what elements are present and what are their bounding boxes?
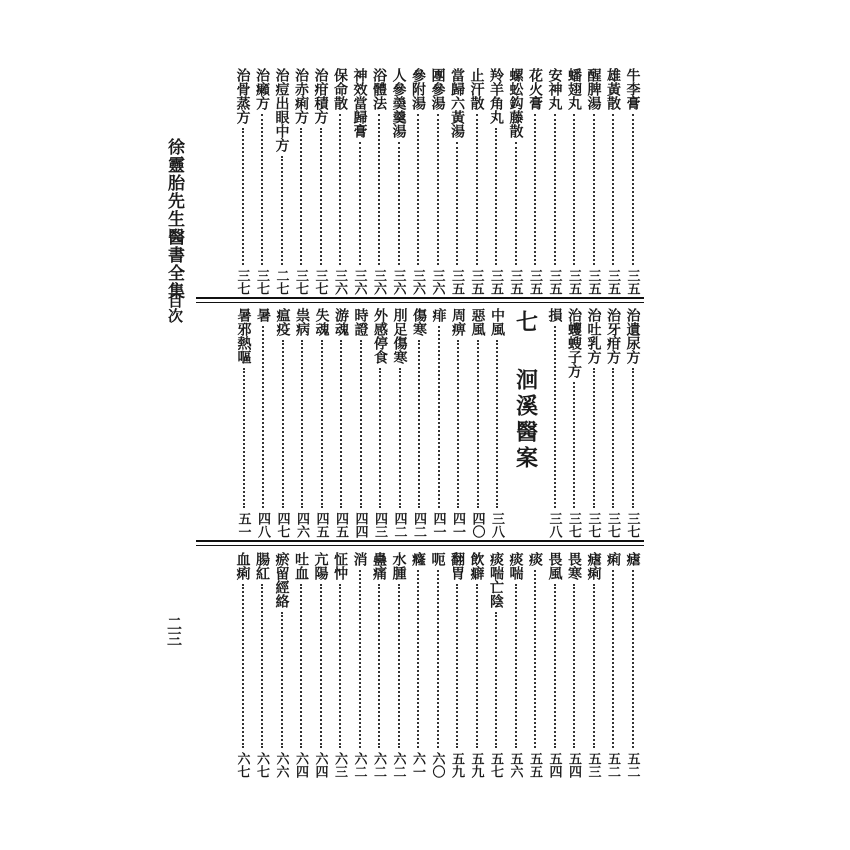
toc-entry-page: 四八	[255, 512, 270, 538]
leader-dots	[262, 326, 264, 508]
leader-dots	[359, 570, 361, 748]
toc-entry-title: 周痹	[450, 308, 466, 336]
toc-entry	[233, 68, 253, 295]
toc-entry-page: 三七	[293, 269, 308, 295]
divider-bottom	[196, 540, 644, 542]
toc-entry-title: 參附湯	[410, 68, 426, 110]
leader-dots	[593, 368, 595, 508]
leader-dots	[261, 114, 263, 265]
toc-entry	[292, 308, 312, 538]
leader-dots	[476, 114, 478, 265]
toc-entry-page: 三五	[507, 269, 523, 295]
leader-dots	[340, 340, 342, 508]
toc-entry	[408, 552, 428, 778]
toc-entry-page: 五四	[546, 752, 562, 778]
toc-entry	[389, 68, 409, 295]
toc-entry-page: 五五	[527, 752, 542, 778]
toc-entry-page: 三五	[488, 269, 503, 295]
toc-entry-title: 亢陽	[312, 552, 329, 580]
toc-entry-page: 五三	[585, 752, 601, 778]
toc-entry	[272, 552, 292, 778]
toc-entry-title: 安神丸	[546, 68, 563, 110]
toc-entry-page: 四〇	[469, 512, 485, 538]
leader-dots	[417, 114, 419, 265]
leader-dots	[573, 382, 575, 508]
toc-entry-title: 治蠼螋子方	[566, 308, 582, 378]
leader-dots	[477, 340, 479, 508]
leader-dots	[437, 570, 439, 748]
toc-entry	[564, 308, 584, 538]
toc-entry-title: 蠱痛	[371, 552, 387, 580]
toc-entry	[564, 552, 584, 778]
toc-entry	[468, 308, 488, 538]
leader-dots	[534, 570, 536, 748]
leader-dots	[243, 368, 245, 508]
toc-entry	[350, 552, 370, 778]
toc-entry-page: 三六	[332, 269, 347, 295]
leader-dots	[573, 114, 575, 265]
toc-entry	[408, 68, 428, 295]
toc-entry-title: 暑邪熱嘔	[235, 308, 252, 364]
toc-entry-title: 失魂	[313, 308, 330, 336]
toc-entry-page: 四七	[274, 512, 290, 538]
leader-dots	[417, 570, 419, 748]
toc-entry-title: 當歸六黃湯	[449, 68, 465, 138]
leader-dots	[612, 114, 614, 265]
leader-dots	[360, 340, 362, 508]
toc-entry-title: 呃	[429, 552, 446, 566]
toc-entry-page: 六〇	[429, 752, 445, 778]
toc-entry	[525, 552, 545, 778]
toc-entry-page: 五九	[468, 752, 484, 778]
toc-entry-title: 痰喘亡陰	[488, 552, 504, 608]
toc-entry-page: 六七	[234, 752, 250, 778]
leader-dots	[515, 142, 517, 265]
toc-entry	[603, 68, 623, 295]
toc-entry	[312, 308, 332, 538]
toc-entry	[370, 308, 390, 538]
toc-entry-title: 花火膏	[527, 68, 543, 110]
toc-entry	[272, 68, 292, 295]
toc-entry	[253, 308, 273, 538]
leader-dots	[456, 584, 458, 748]
toc-entry-title: 損	[546, 308, 563, 322]
leader-dots	[496, 340, 498, 508]
toc-entry	[584, 68, 604, 295]
toc-entry-title: 畏寒	[566, 552, 582, 580]
toc-entry-title: 游魂	[333, 308, 349, 336]
toc-entry-page: 五四	[566, 752, 581, 778]
leader-dots	[534, 114, 536, 265]
leader-dots	[593, 114, 595, 265]
toc-entry-page: 二七	[273, 269, 289, 295]
toc-entry	[428, 68, 448, 295]
toc-entry-page: 四四	[352, 512, 368, 538]
leader-dots	[301, 340, 303, 508]
leader-dots	[281, 612, 283, 748]
toc-entry	[603, 308, 623, 538]
toc-entry-page: 三七	[566, 512, 581, 538]
toc-entry	[506, 68, 526, 295]
toc-entry	[291, 68, 311, 295]
toc-entry	[273, 308, 293, 538]
leader-dots	[632, 368, 634, 508]
leader-dots	[339, 114, 341, 265]
toc-entry-page: 五一	[235, 512, 251, 538]
toc-entry	[525, 68, 545, 295]
toc-entry-page: 三五	[605, 269, 620, 295]
toc-entry-title: 治痘出眼中方	[273, 68, 290, 152]
toc-entry-page: 六一	[410, 752, 425, 778]
toc-entry	[252, 552, 272, 778]
toc-block-3	[233, 552, 643, 778]
toc-entry-page: 六二	[371, 752, 386, 778]
leader-dots	[515, 584, 517, 748]
toc-entry-title: 人參羮羹湯	[390, 68, 407, 138]
toc-entry-title: 惡風	[469, 308, 486, 336]
toc-entry-title: 畏風	[546, 552, 563, 580]
leader-dots	[457, 340, 459, 508]
toc-entry-page: 五二	[605, 752, 620, 778]
toc-entry	[291, 552, 311, 778]
toc-entry-title: 浴體法	[371, 68, 387, 110]
toc-entry-page: 四一	[450, 512, 465, 538]
toc-entry	[330, 552, 350, 778]
toc-entry	[390, 308, 410, 538]
toc-entry-title: 消	[351, 552, 368, 566]
toc-entry-title: 牛李膏	[624, 68, 641, 110]
toc-entry	[428, 552, 448, 778]
toc-block-2-right	[545, 308, 643, 538]
toc-entry-page: 三七	[234, 269, 250, 295]
toc-entry-title: 痱	[430, 308, 447, 322]
leader-dots	[282, 340, 284, 508]
leader-dots	[261, 584, 263, 748]
leader-dots	[398, 584, 400, 748]
toc-entry-title: 治赤痢方	[293, 68, 309, 124]
toc-entry	[486, 552, 506, 778]
toc-entry	[330, 68, 350, 295]
toc-entry-title: 治骨蒸方	[234, 68, 251, 124]
toc-entry-page: 五六	[507, 752, 523, 778]
toc-entry	[233, 552, 253, 778]
toc-entry	[369, 68, 389, 295]
toc-entry	[584, 308, 604, 538]
toc-entry-title: 團參湯	[429, 68, 446, 110]
divider-top	[196, 297, 644, 299]
leader-dots	[632, 570, 634, 748]
leader-dots	[437, 114, 439, 265]
toc-entry-title: 蟠翅丸	[566, 68, 582, 110]
leader-dots	[554, 114, 556, 265]
leader-dots	[554, 326, 556, 508]
toc-entry-page: 三八	[546, 512, 562, 538]
leader-dots	[398, 142, 400, 265]
leader-dots	[573, 584, 575, 748]
leader-dots	[321, 340, 323, 508]
toc-entry	[506, 552, 526, 778]
leader-dots	[379, 368, 381, 508]
toc-entry	[545, 552, 565, 778]
toc-entry-title: 祟病	[294, 308, 310, 336]
leader-dots	[378, 584, 380, 748]
toc-entry-page: 五二	[624, 752, 640, 778]
toc-entry	[623, 68, 643, 295]
toc-entry-page: 三五	[585, 269, 601, 295]
leader-dots	[632, 114, 634, 265]
toc-entry-page: 三七	[312, 269, 328, 295]
toc-entry-page: 四五	[333, 512, 348, 538]
toc-entry	[331, 308, 351, 538]
toc-entry-title: 血痢	[234, 552, 251, 580]
toc-entry	[448, 308, 468, 538]
toc-entry-page: 三六	[351, 269, 367, 295]
toc-entry	[487, 308, 507, 538]
toc-entry	[564, 68, 584, 295]
toc-entry-page: 四一	[430, 512, 446, 538]
toc-entry-page: 六二	[390, 752, 406, 778]
toc-entry-page: 六七	[254, 752, 269, 778]
leader-dots	[300, 584, 302, 748]
toc-entry-title: 醒脾湯	[585, 68, 602, 110]
toc-entry	[311, 68, 331, 295]
toc-entry-title: 痢	[605, 552, 621, 566]
toc-entry	[545, 68, 565, 295]
leader-dots	[378, 114, 380, 265]
toc-entry-title: 雄黃散	[605, 68, 621, 110]
toc-entry	[409, 308, 429, 538]
toc-entry	[369, 552, 389, 778]
toc-entry-title: 吐血	[293, 552, 309, 580]
toc-entry-page: 三五	[527, 269, 542, 295]
chapter-number: 七	[512, 310, 539, 332]
toc-entry-title: 瘟疫	[274, 308, 291, 336]
toc-entry-title: 痰喘	[507, 552, 524, 580]
toc-entry	[389, 552, 409, 778]
toc-entry-page: 三七	[605, 512, 620, 538]
toc-entry-title: 怔忡	[332, 552, 348, 580]
toc-entry	[603, 552, 623, 778]
leader-dots	[399, 368, 401, 508]
chapter-title: 洄溪醫案	[512, 368, 539, 472]
chapter-heading	[507, 308, 545, 538]
toc-entry-page: 四三	[372, 512, 387, 538]
toc-entry-title: 刖足傷寒	[391, 308, 408, 364]
toc-entry-page: 六六	[273, 752, 289, 778]
toc-entry-page: 三五	[624, 269, 640, 295]
toc-entry	[447, 68, 467, 295]
toc-entry-title: 保命散	[332, 68, 348, 110]
toc-entry-page: 三六	[410, 269, 425, 295]
toc-entry-title: 外感停食	[372, 308, 388, 364]
toc-entry-title: 治牙疳方	[605, 308, 621, 364]
leader-dots	[418, 340, 420, 508]
toc-entry-title: 中風	[489, 308, 505, 336]
toc-entry	[447, 552, 467, 778]
toc-entry-page: 三六	[390, 269, 406, 295]
toc-entry-page: 五九	[449, 752, 464, 778]
toc-entry-title: 治吐乳方	[585, 308, 602, 364]
toc-entry-page: 三五	[566, 269, 581, 295]
toc-entry	[584, 552, 604, 778]
leader-dots	[593, 584, 595, 748]
toc-entry-page: 三七	[624, 512, 640, 538]
leader-dots	[554, 584, 556, 748]
toc-entry-page: 四二	[391, 512, 407, 538]
toc-entry	[234, 308, 254, 538]
page-number: 二三	[165, 616, 183, 646]
toc-entry-title: 傷寒	[411, 308, 427, 336]
toc-entry-page: 三六	[371, 269, 386, 295]
toc-entry-page: 三五	[468, 269, 484, 295]
toc-entry	[545, 308, 565, 538]
leader-dots	[359, 142, 361, 265]
toc-entry-title: 瘀留經絡	[273, 552, 290, 608]
running-title: 徐靈胎先生醫書全集	[164, 138, 184, 300]
leader-dots	[495, 128, 497, 265]
toc-entry-page: 三七	[254, 269, 269, 295]
toc-entry-title: 翻胃	[449, 552, 465, 580]
toc-entry-title: 治疳積方	[312, 68, 329, 124]
toc-entry-title: 痰	[527, 552, 543, 566]
toc-entry-page: 三八	[489, 512, 504, 538]
leader-dots	[281, 156, 283, 265]
section-label: 目次	[166, 293, 184, 323]
toc-entry	[429, 308, 449, 538]
leader-dots	[339, 584, 341, 748]
toc-entry	[351, 308, 371, 538]
toc-entry-page: 三五	[449, 269, 464, 295]
toc-entry-title: 時證	[352, 308, 369, 336]
toc-entry	[252, 68, 272, 295]
toc-entry-title: 瘧痢	[585, 552, 602, 580]
toc-entry-title: 神效當歸膏	[351, 68, 368, 138]
toc-entry-title: 羚羊角丸	[488, 68, 504, 124]
leader-dots	[456, 142, 458, 265]
toc-block-2-left	[234, 308, 507, 538]
leader-dots	[438, 326, 440, 508]
toc-entry-page: 四六	[294, 512, 309, 538]
leader-dots	[242, 128, 244, 265]
leader-dots	[612, 570, 614, 748]
toc-entry	[623, 552, 643, 778]
toc-entry-title: 螺蚣鈎藤散	[507, 68, 524, 138]
toc-entry-title: 飲癖	[468, 552, 485, 580]
toc-entry-page: 六三	[332, 752, 347, 778]
toc-block-2	[234, 308, 643, 538]
toc-entry-page: 六四	[293, 752, 308, 778]
toc-entry-page: 六二	[351, 752, 367, 778]
leader-dots	[300, 128, 302, 265]
toc-entry-title: 治遺尿方	[624, 308, 641, 364]
toc-entry	[467, 552, 487, 778]
toc-entry-page: 五七	[488, 752, 503, 778]
toc-block-1	[233, 68, 643, 295]
leader-dots	[320, 584, 322, 748]
toc-entry-title: 腸紅	[254, 552, 270, 580]
toc-entry-page: 三七	[585, 512, 601, 538]
toc-entry	[467, 68, 487, 295]
toc-entry-title: 瘧	[624, 552, 641, 566]
toc-entry-page: 三五	[546, 269, 562, 295]
toc-entry-title: 癃	[410, 552, 426, 566]
leader-dots	[612, 368, 614, 508]
leader-dots	[476, 584, 478, 748]
toc-entry-title: 止汗散	[468, 68, 485, 110]
toc-entry-page: 三六	[429, 269, 445, 295]
toc-entry-page: 四五	[313, 512, 329, 538]
leader-dots	[242, 584, 244, 748]
toc-entry	[486, 68, 506, 295]
toc-entry-title: 暑	[255, 308, 271, 322]
toc-entry-page: 四二	[411, 512, 426, 538]
leader-dots	[320, 128, 322, 265]
leader-dots	[495, 612, 497, 748]
toc-entry	[311, 552, 331, 778]
toc-entry	[350, 68, 370, 295]
toc-entry-page: 六四	[312, 752, 328, 778]
toc-entry	[623, 308, 643, 538]
toc-entry-title: 水腫	[390, 552, 407, 580]
toc-entry-title: 治癩方	[254, 68, 270, 110]
